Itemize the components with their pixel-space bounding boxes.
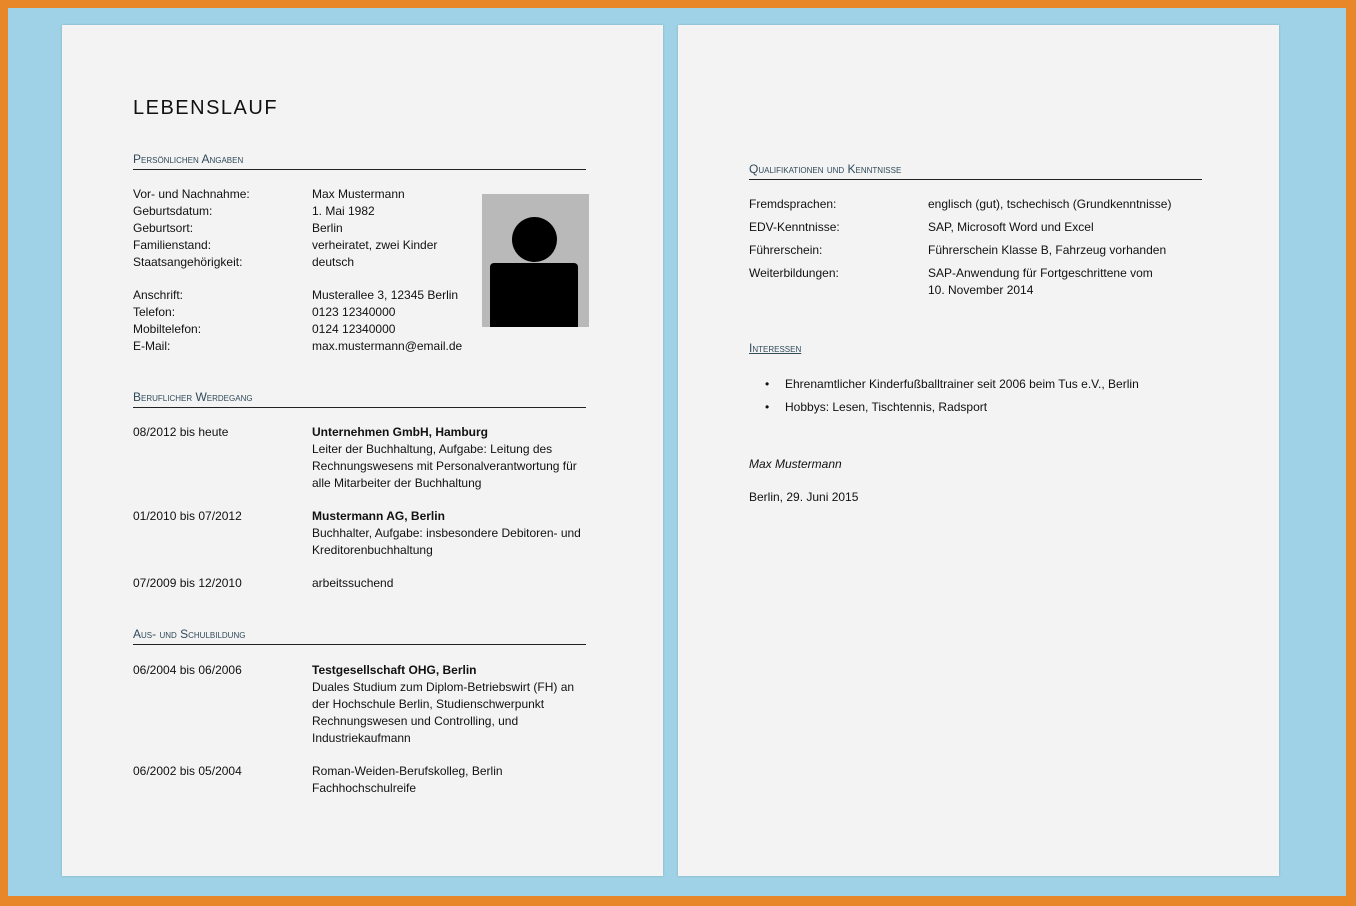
qualification-label: Weiterbildungen: xyxy=(749,266,839,280)
qualification-extra: 10. November 2014 xyxy=(928,283,1034,297)
cv-page-2 xyxy=(678,25,1279,876)
entry-line: Rechnungswesen und Controlling, und xyxy=(312,714,519,728)
personal-label: Geburtsort: xyxy=(133,221,194,235)
personal-value: Max Mustermann xyxy=(312,187,405,201)
contact-label: E-Mail: xyxy=(133,339,171,353)
entry-line: arbeitssuchend xyxy=(312,576,394,590)
entry-line: Duales Studium zum Diplom-Betriebswirt (FH) an xyxy=(312,680,575,694)
contact-label: Mobiltelefon: xyxy=(133,322,202,336)
contact-value: max.mustermann@email.de xyxy=(312,339,463,353)
entry-line: der Hochschule Berlin, Studienschwerpunkt xyxy=(312,697,545,711)
qualification-value: englisch (gut), tschechisch (Grundkenntnisse) xyxy=(928,197,1172,211)
avatar-head xyxy=(512,217,557,262)
entry-line: Industriekaufmann xyxy=(312,731,411,745)
entry-title: Mustermann AG, Berlin xyxy=(312,509,445,523)
personal-value: verheiratet, zwei Kinder xyxy=(312,238,438,252)
personal-label: Geburtsdatum: xyxy=(133,204,213,218)
section-education-heading: Aus- und Schulbildung xyxy=(133,627,586,645)
qualification-value: SAP-Anwendung für Fortgeschrittene vom xyxy=(928,266,1153,280)
interest-item: • Ehrenamtlicher Kinderfußballtrainer seit 2006 beim Tus e.V., Berlin xyxy=(785,373,1139,396)
contact-value: Musterallee 3, 12345 Berlin xyxy=(312,288,459,302)
personal-value: deutsch xyxy=(312,255,355,269)
contact-label: Anschrift: xyxy=(133,288,184,302)
personal-value: 1. Mai 1982 xyxy=(312,204,375,218)
section-career-heading: Beruflicher Werdegang xyxy=(133,390,586,408)
qualification-value: SAP, Microsoft Word und Excel xyxy=(928,220,1094,234)
entry-line: Roman-Weiden-Berufskolleg, Berlin xyxy=(312,764,503,778)
entry-date: 07/2009 bis 12/2010 xyxy=(133,576,242,590)
personal-label: Vor- und Nachnahme: xyxy=(133,187,250,201)
entry-title: Testgesellschaft OHG, Berlin xyxy=(312,663,477,677)
profile-photo-placeholder xyxy=(482,194,589,327)
qualification-value: Führerschein Klasse B, Fahrzeug vorhanden xyxy=(928,243,1167,257)
entry-line: Kreditorenbuchhaltung xyxy=(312,543,433,557)
qualification-label: EDV-Kenntnisse: xyxy=(749,220,840,234)
qualification-label: Fremdsprachen: xyxy=(749,197,837,211)
personal-label: Staatsangehörigkeit: xyxy=(133,255,243,269)
entry-date: 06/2002 bis 05/2004 xyxy=(133,764,242,778)
signature: Max Mustermann xyxy=(749,457,842,471)
document-title: LEBENSLAUF xyxy=(133,97,279,119)
interest-item: • Hobbys: Lesen, Tischtennis, Radsport xyxy=(785,396,1139,419)
section-personal-heading: Persönlichen Angaben xyxy=(133,152,586,170)
section-interests-heading: Interessen xyxy=(749,341,802,355)
entry-date: 08/2012 bis heute xyxy=(133,425,229,439)
entry-line: Leiter der Buchhaltung, Aufgabe: Leitung des xyxy=(312,442,553,456)
section-qualifications-heading: Qualifikationen und Kenntnisse xyxy=(749,162,1202,180)
entry-title: Unternehmen GmbH, Hamburg xyxy=(312,425,489,439)
contact-label: Telefon: xyxy=(133,305,176,319)
avatar-body xyxy=(490,263,578,327)
contact-value: 0123 12340000 xyxy=(312,305,396,319)
contact-value: 0124 12340000 xyxy=(312,322,396,336)
cv-page-1 xyxy=(62,25,663,876)
place-date: Berlin, 29. Juni 2015 xyxy=(749,490,859,504)
personal-value: Berlin xyxy=(312,221,343,235)
entry-line: Fachhochschulreife xyxy=(312,781,417,795)
entry-line: alle Mitarbeiter der Buchhaltung xyxy=(312,476,482,490)
qualification-label: Führerschein: xyxy=(749,243,823,257)
entry-date: 06/2004 bis 06/2006 xyxy=(133,663,242,677)
entry-date: 01/2010 bis 07/2012 xyxy=(133,509,242,523)
personal-label: Familienstand: xyxy=(133,238,212,252)
entry-line: Rechnungswesens mit Personalverantwortung für xyxy=(312,459,577,473)
interests-list xyxy=(785,373,1139,419)
entry-line: Buchhalter, Aufgabe: insbesondere Debitoren- und xyxy=(312,526,581,540)
